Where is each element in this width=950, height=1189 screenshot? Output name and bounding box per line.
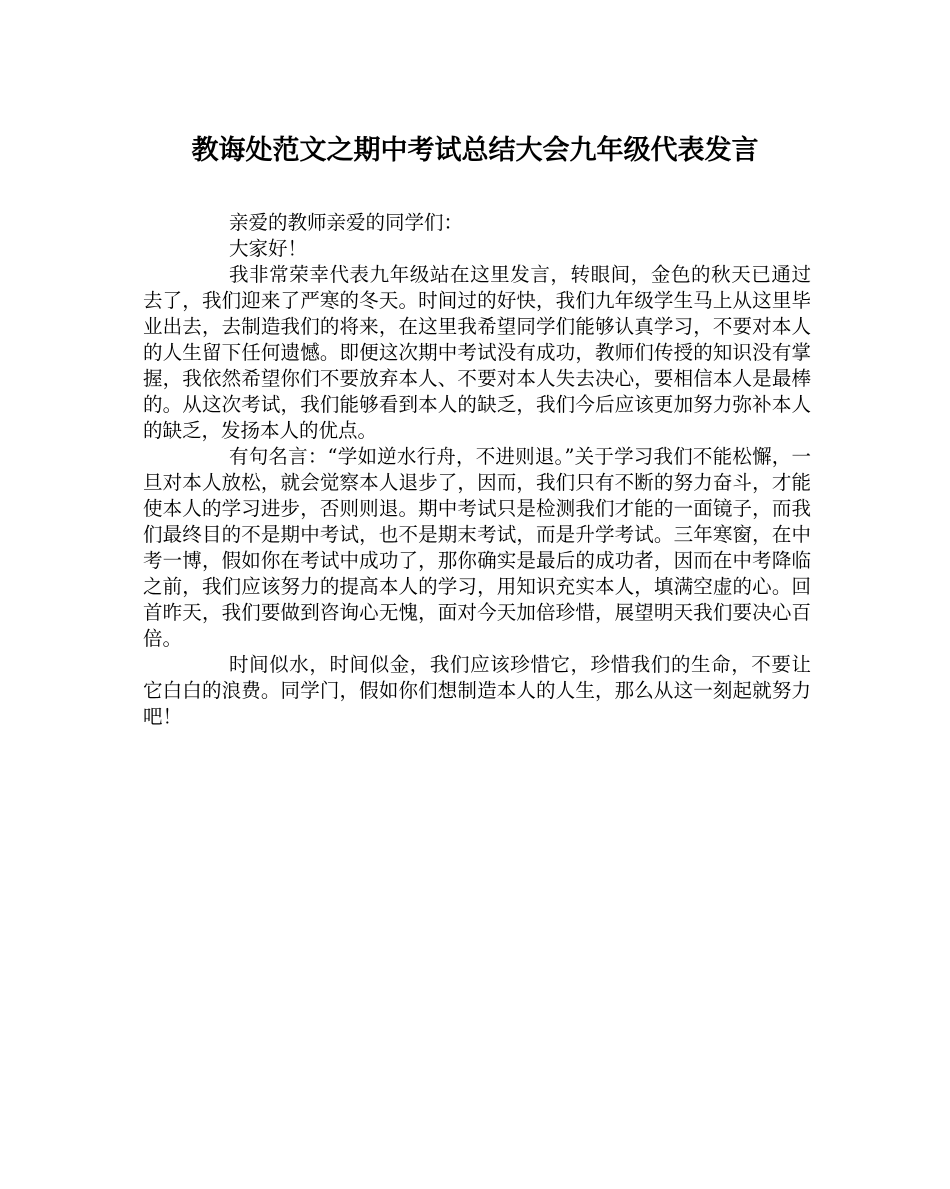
document-title: 教诲处范文之期中考试总结大会九年级代表发言 — [191, 135, 759, 166]
paragraph: 时间似水，时间似金，我们应该珍惜它，珍惜我们的生命，不要让它白白的浪费。同学门，假如你们想制造本人的人生，那么从这一刻起就努力吧！ — [143, 653, 811, 728]
paragraph: 有句名言：“学如逆水行舟，不进则退。”关于学习我们不能松懈，一旦对本人放松，就会觉察本人退步了，因而，我们只有不断的努力奋斗，才能使本人的学习进步，否则则退。期中考试只是检测我们才能的一面镜子，而我们最终目的不是期中考试，也不是期末考试，而是升学考试。三年寒窗，在中考一博，假如你在考试中成功了，那你确实是最后的成功者，因而在中考降临之前，我们应该努力的提高本人的学习，用知识充实本人，填满空虚的心。回首昨天，我们要做到咨询心无愧，面对今天加倍珍惜，展望明天我们要决心百倍。 — [143, 445, 811, 650]
document-body — [143, 210, 811, 730]
greeting: 大家好！ — [229, 237, 308, 260]
paragraph: 我非常荣幸代表九年级站在这里发言，转眼间，金色的秋天已通过去了，我们迎来了严寒的冬天。时间过的好快，我们九年级学生马上从这里毕业出去，去制造我们的将来，在这里我希望同学们能够认真学习，不要对本人的人生留下任何遗憾。即便这次期中考试没有成功，教师们传授的知识没有掌握，我依然希望你们不要放弃本人、不要对本人失去决心，要相信本人是最棒的。从这次考试，我们能够看到本人的缺乏，我们今后应该更加努力弥补本人的缺乏，发扬本人的优点。 — [143, 263, 811, 442]
salutation: 亲爱的教师亲爱的同学们： — [229, 211, 464, 234]
